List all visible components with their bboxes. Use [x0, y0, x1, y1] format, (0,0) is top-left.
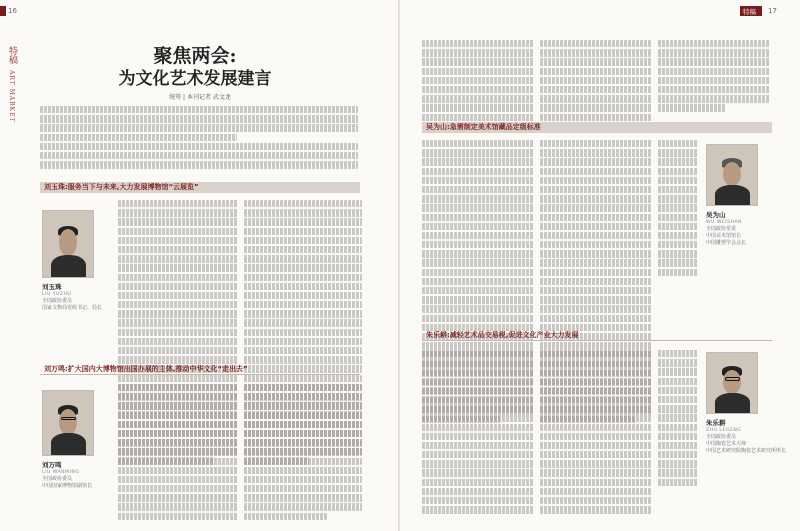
section-label-vertical — [6, 46, 20, 123]
body-column — [658, 350, 698, 488]
person-role: 中国美术馆馆长 — [706, 233, 742, 239]
person-role: 全国政协委员 — [42, 476, 73, 482]
portrait-wu-weishan — [706, 144, 758, 206]
portrait-liu-wanming — [42, 390, 94, 456]
byline: 统筹 | 本刊记者 武文龙 — [169, 94, 231, 101]
section-heading-liu-yuzhu: 刘玉珠:服务当下与未来,大力发展博物馆“云展览” — [40, 182, 360, 193]
person-role: 全国政协委员 — [706, 434, 737, 440]
person-role: 全国政协委员 — [42, 298, 73, 304]
title-line-1: 聚焦两会: — [153, 45, 237, 67]
person-name-english: ZHU LEGENG — [706, 428, 742, 433]
portrait-zhu-legeng — [706, 352, 758, 414]
intro-paragraph — [40, 106, 358, 170]
page-number-left: 16 — [8, 7, 17, 15]
body-column — [422, 40, 534, 123]
left-page — [0, 0, 398, 531]
person-name-english: LIU WANMING — [42, 470, 80, 475]
caption-liu-yuzhu — [42, 284, 112, 312]
article-title — [80, 44, 310, 90]
section-heading-zhu-legeng: 朱乐耕:减轻艺术品交易税,促进文化产业大力发展 — [422, 330, 772, 341]
section-heading-liu-wanming: 刘万鸣:扩大国内大博物馆出国办展的主体,推动中华文化“走出去” — [40, 364, 360, 375]
caption-zhu-legeng — [706, 420, 794, 455]
person-name: 刘万鸣 — [42, 461, 62, 469]
person-role: 国家文物局党组书记、局长 — [42, 305, 103, 311]
body-column — [118, 384, 238, 522]
body-column — [244, 384, 362, 522]
person-name-english: WU WEISHAN — [706, 220, 743, 225]
header-band-left — [0, 6, 6, 16]
body-column — [658, 140, 698, 278]
section-label-english: ART MARKET — [8, 70, 15, 123]
section-label: 特稿 — [7, 46, 17, 64]
section-label-right: 特稿 — [743, 8, 756, 16]
page-number-right: 17 — [768, 7, 777, 15]
body-column — [658, 40, 770, 114]
person-role: 中国陶瓷艺术大师 — [706, 441, 747, 447]
person-name: 吴为山 — [706, 211, 726, 219]
person-role: 中国雕塑学会会长 — [706, 240, 747, 246]
person-name: 刘玉珠 — [42, 283, 62, 291]
person-role: 全国政协常委 — [706, 226, 737, 232]
right-page — [400, 0, 800, 531]
portrait-liu-yuzhu — [42, 210, 94, 278]
section-heading-wu-weishan: 吴为山:急需制定美术馆藏品定级标准 — [422, 122, 772, 133]
person-role: 中国国家博物馆副馆长 — [42, 483, 93, 489]
body-column — [422, 350, 534, 515]
caption-liu-wanming — [42, 462, 112, 490]
body-column — [540, 350, 652, 515]
body-column — [540, 40, 652, 123]
person-name: 朱乐耕 — [706, 419, 726, 427]
title-line-2: 为文化艺术发展建言 — [118, 69, 272, 89]
caption-wu-weishan — [706, 212, 786, 247]
person-name-english: LIU YUZHU — [42, 292, 72, 297]
person-role: 中国艺术研究院陶瓷艺术研究所所长 — [706, 448, 787, 454]
